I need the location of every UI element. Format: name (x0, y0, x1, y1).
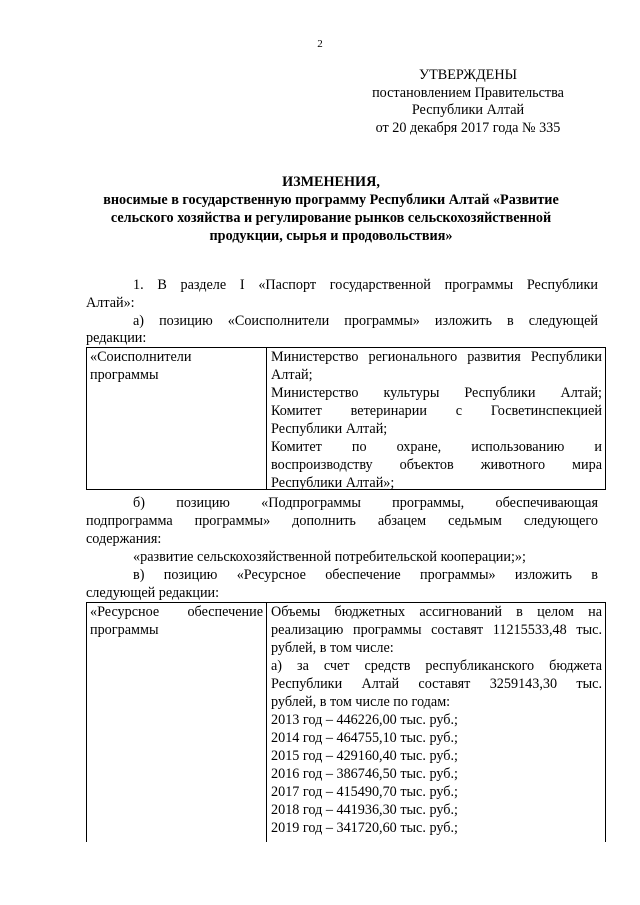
table-value-line: Республики Алтай составят 3259143,30 тыс. (271, 676, 602, 692)
table-value-line: 2017 год – 415490,70 тыс. руб.; (271, 784, 458, 800)
paragraph-b-line: подпрограмма программы» дополнить абзацем седьмым следующего (86, 513, 598, 529)
paragraph-1-line: Алтай»: (86, 295, 135, 311)
resources-table (86, 602, 606, 842)
table-value-line: Алтай; (271, 367, 313, 383)
table-value-line: Объемы бюджетных ассигнований в целом на (271, 604, 602, 620)
table-value-line: Комитет по охране, использованию и (271, 439, 602, 455)
table-value-line: 2013 год – 446226,00 тыс. руб.; (271, 712, 458, 728)
table-label-cell (87, 603, 267, 842)
paragraph-b-quote: «развитие сельскохозяйственной потребительской кооперации;»; (133, 549, 526, 565)
table-value-line: 2018 год – 441936,30 тыс. руб.; (271, 802, 458, 818)
paragraph-v-line: следующей редакции: (86, 585, 220, 601)
paragraph-v-line: в) позицию «Ресурсное обеспечение программы» изложить в (133, 567, 598, 583)
table-value-cell (267, 603, 605, 842)
table-value-line: 2016 год – 386746,50 тыс. руб.; (271, 766, 458, 782)
paragraph-b-line: б) позицию «Подпрограммы программы, обеспечивающая (133, 495, 598, 511)
title-heading: ИЗМЕНЕНИЯ, (282, 174, 380, 190)
table-label-cell (87, 348, 267, 489)
table-label-line: «Ресурсное обеспечение (90, 604, 263, 620)
title-line: сельского хозяйства и регулирование рынков сельскохозяйственной (110, 210, 552, 226)
table-label-line: программы (90, 367, 159, 383)
approval-line: постановлением Правительства (372, 84, 564, 101)
table-value-line: Министерство культуры Республики Алтай; (271, 385, 602, 401)
table-value-line: реализацию программы составят 11215533,48 тыс. (271, 622, 602, 638)
paragraph-a-line: а) позицию «Соисполнители программы» изложить в следующей (133, 313, 598, 329)
table-value-line: воспроизводству объектов животного мира (271, 457, 602, 473)
table-value-line: 2019 год – 341720,60 тыс. руб.; (271, 820, 458, 836)
title-line: вносимые в государственную программу Республики Алтай «Развитие (103, 192, 559, 208)
table-value-line: 2014 год – 464755,10 тыс. руб.; (271, 730, 458, 746)
paragraph-1-line: 1. В разделе I «Паспорт государственной программы Республики (133, 277, 598, 293)
table-value-line: Комитет ветеринарии с Госветинспекцией (271, 403, 602, 419)
title-line: продукции, сырья и продовольствия» (209, 228, 453, 244)
approval-line: Республики Алтай (411, 102, 525, 118)
paragraph-a-line: редакции: (86, 330, 147, 346)
approval-heading: УТВЕРЖДЕНЫ (419, 67, 517, 83)
table-value-line: 2015 год – 429160,40 тыс. руб.; (271, 748, 458, 764)
document-title (88, 173, 574, 245)
table-value-line: рублей, в том числе по годам: (271, 694, 451, 710)
page-number: 2 (317, 38, 323, 50)
table-value-line: а) за счет средств республиканского бюджета (271, 658, 602, 674)
coexecutors-table (86, 347, 606, 490)
table-value-line: рублей, в том числе: (271, 640, 394, 656)
table-value-line: Республики Алтай»; (271, 475, 395, 491)
paragraph-b-line: содержания: (86, 531, 162, 547)
table-label-line: программы (90, 622, 159, 638)
approval-block (353, 67, 583, 137)
table-label-line: «Соисполнители (90, 349, 192, 365)
table-value-line: Республики Алтай; (271, 421, 388, 437)
table-value-line: Министерство регионального развития Республики (271, 349, 602, 365)
approval-date: от 20 декабря 2017 года № 335 (375, 119, 561, 136)
table-value-cell (267, 348, 605, 489)
